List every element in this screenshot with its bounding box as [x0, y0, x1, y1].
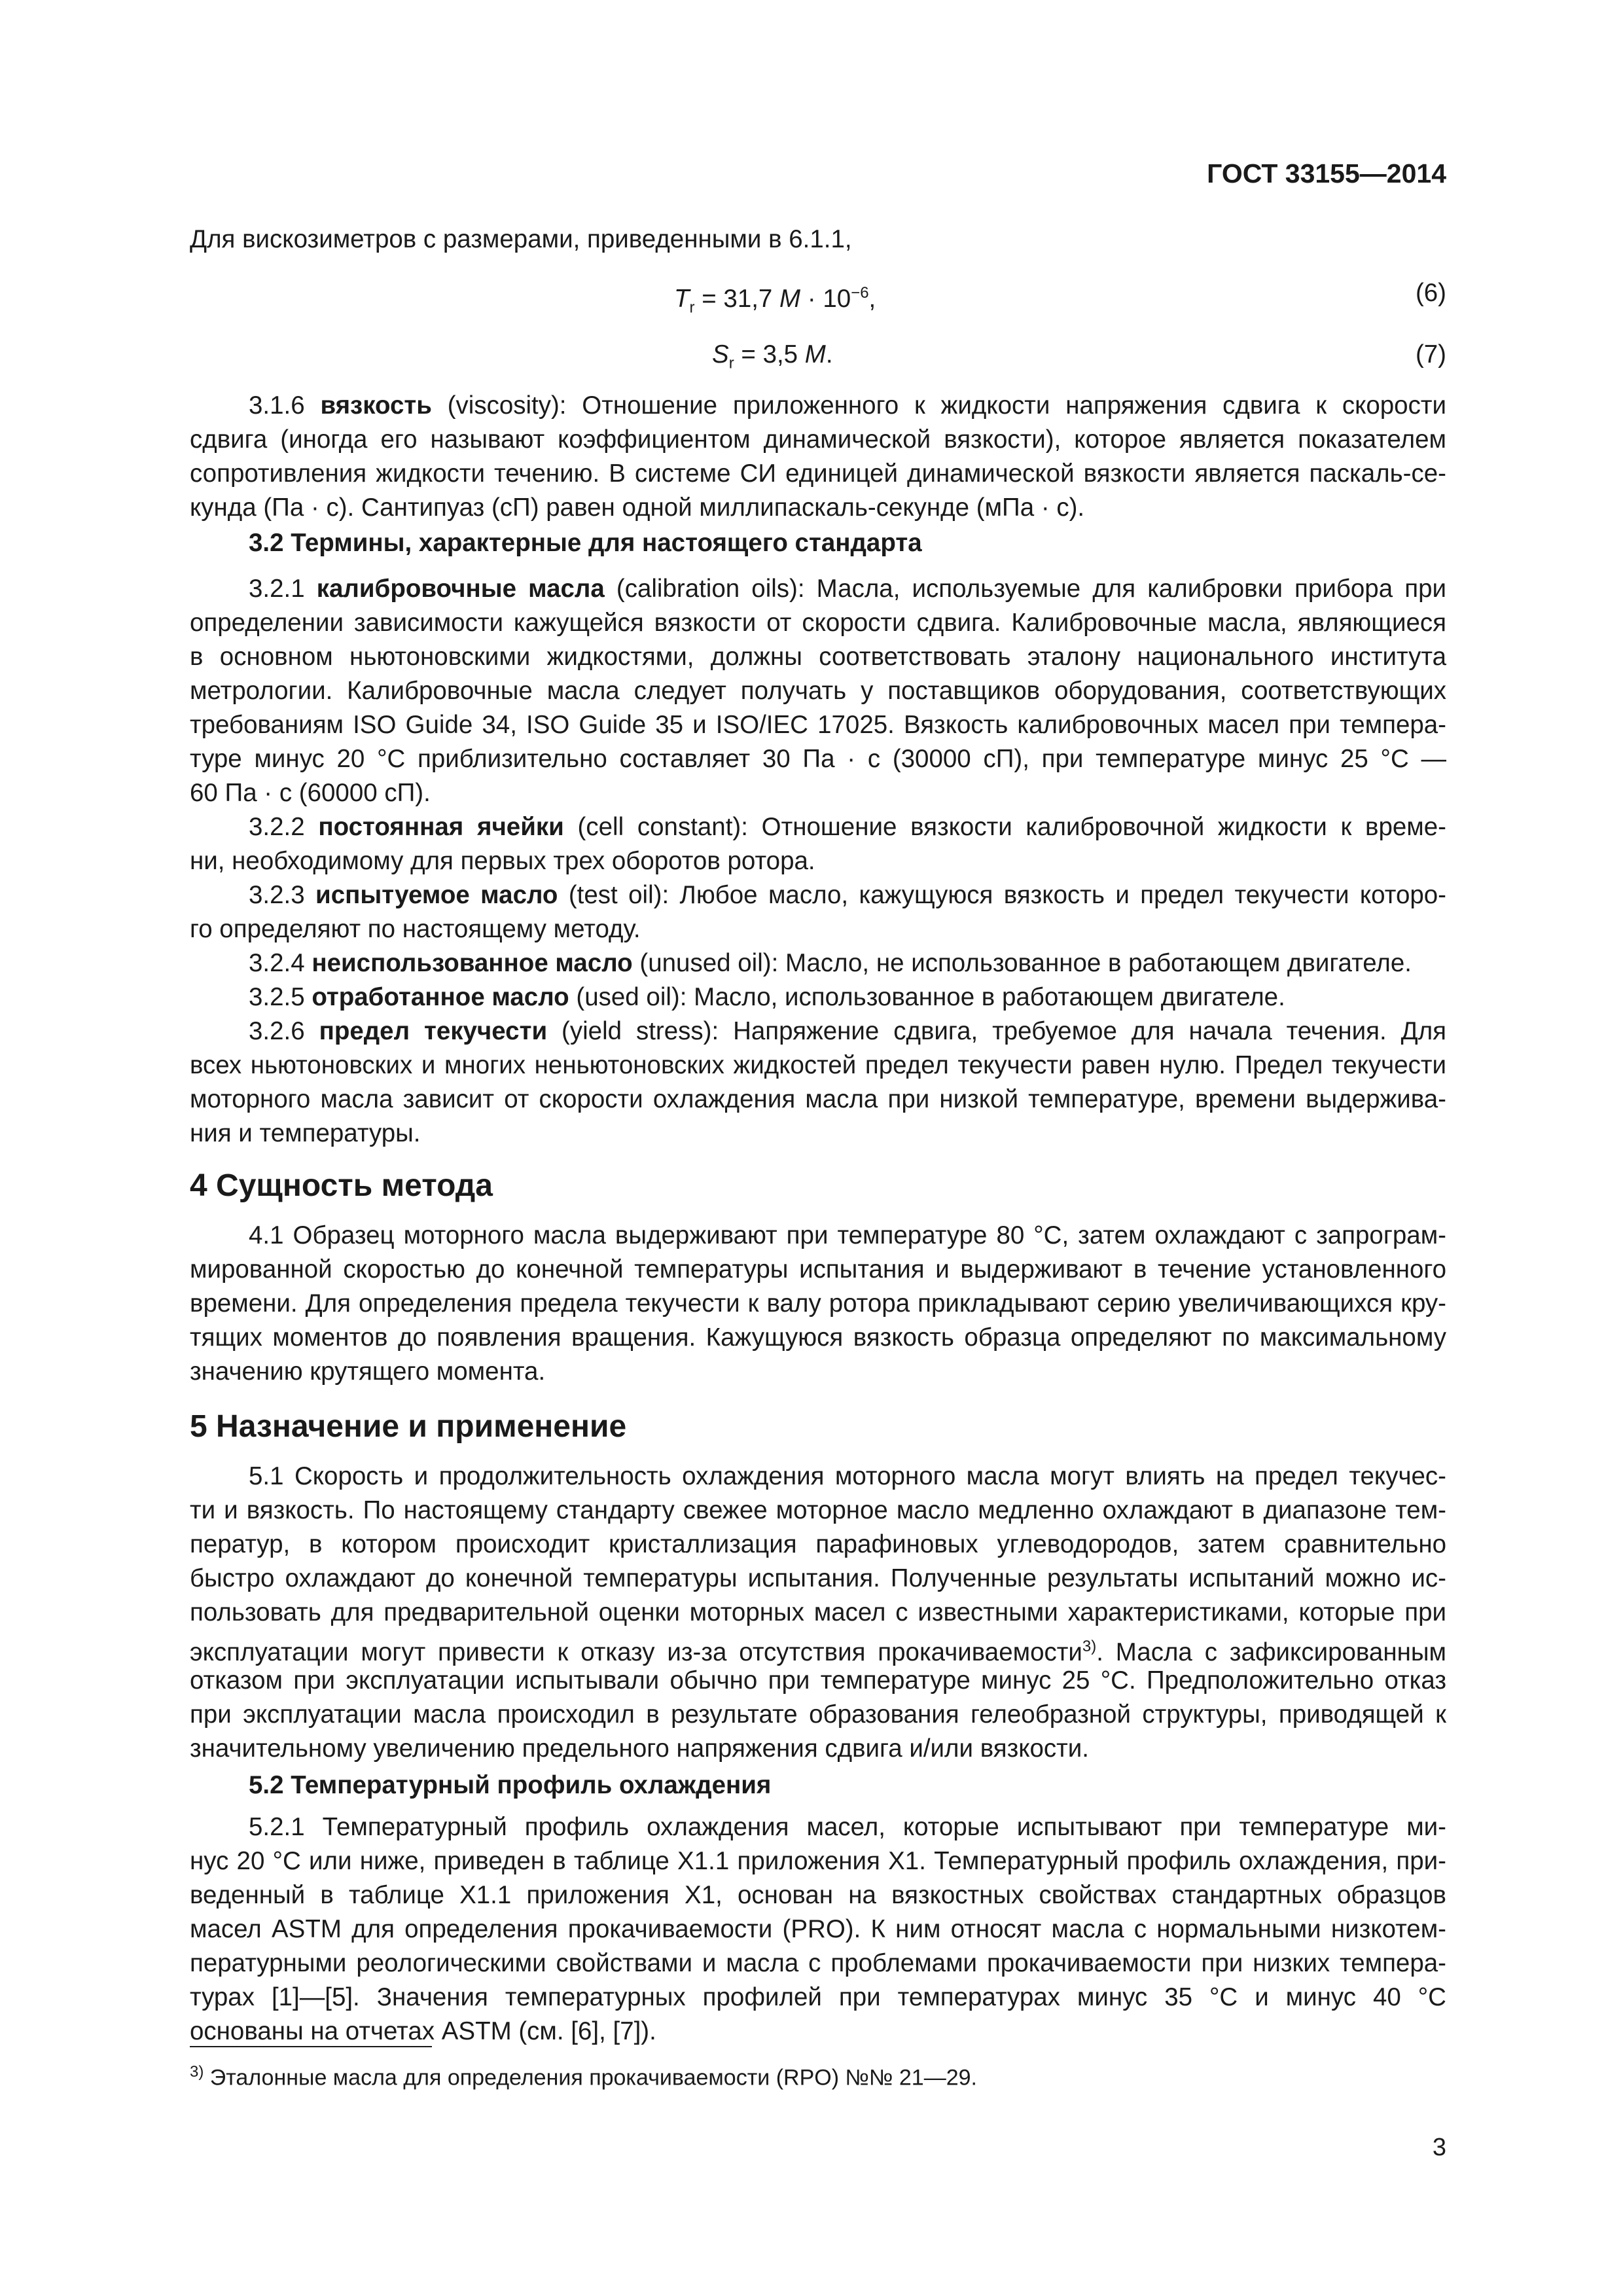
para-3-1-6-line-2: сдвига (иногда его называют коэффициентом динамической вязкости), которое является показателем — [190, 425, 1446, 454]
para-3-2-2-line-1: 3.2.2 постоянная ячейки (cell constant): Отношение вязкости калибровочной жидкости к време- — [249, 813, 1446, 841]
formula-6-var: M — [779, 284, 801, 313]
para-3-2-5: 3.2.5 отработанное масло (used oil): Масло, использованное в работающем двигателе. — [249, 983, 1285, 1011]
para-3-2-6-line-1: 3.2.6 предел текучести (yield stress): Напряжение сдвига, требуемое для начала течения. Для — [249, 1017, 1447, 1045]
formula-7-symbol: S — [712, 340, 729, 368]
formula-6-end: , — [868, 284, 876, 313]
para-3-2-1-line-6: туре минус 20 °С приблизительно составляет 30 Па · с (30000 сП), при температуре минус 25 °С — — [190, 745, 1446, 773]
formula-7-var: M — [804, 340, 826, 368]
formula-6-mult: · 10 — [800, 284, 851, 313]
para-3-1-6-line-3: сопротивления жидкости течению. В системе СИ единицей динамической вязкости является паскаль-се- — [190, 459, 1446, 488]
para-5-1-line-2: ти и вязкость. По настоящему стандарту свежее моторное масло медленно охлаждают в диапазоне тем- — [190, 1496, 1446, 1524]
footnote-3 — [190, 2058, 977, 2092]
para-4-1-line-1: 4.1 Образец моторного масла выдерживают при температуре 80 °С, затем охлаждают с запрограм- — [249, 1221, 1446, 1249]
para-5-1-line-9: значительному увеличению предельного напряжения сдвига и/или вязкости. — [190, 1734, 1090, 1763]
para-3-2-6-line-3: моторного масла зависит от скорости охлаждения масла при низкой температуре, времени выдержива- — [190, 1085, 1446, 1113]
para-4-1-line-4: тящих моментов до появления вращения. Кажущуюся вязкость образца определяют по максимальному — [190, 1323, 1446, 1352]
footnote-separator — [190, 2046, 432, 2047]
para-5-2-1-line-3: веденный в таблице Х1.1 приложения Х1, основан на вязкостных свойствах стандартных образцов — [190, 1881, 1446, 1909]
para-3-1-6-line-4: кунда (Па · с). Сантипуаз (сП) равен одной миллипаскаль-секунде (мПа · с). — [190, 493, 1085, 522]
formula-6-coef: = 31,7 — [694, 284, 780, 313]
para-5-1-line-3: ператур, в котором происходит кристаллизация парафиновых углеводородов, затем сравнительно — [190, 1530, 1446, 1558]
para-4-1-line-5: значению крутящего момента. — [190, 1357, 546, 1386]
footnote-marker: 3) — [190, 2063, 204, 2081]
para-3-2-3-line-1: 3.2.3 испытуемое масло (test oil): Любое масло, кажущуюся вязкость и предел текучести которо- — [249, 881, 1446, 909]
footnote-ref-3[interactable]: 3) — [1082, 1638, 1097, 1655]
para-5-1-line-8: при эксплуатации масла происходил в результате образования гелеобразной структуры, приводящей к — [190, 1700, 1446, 1729]
para-5-1-line-4: быстро охлаждают до конечной температуры испытания. Полученные результаты испытаний можно ис- — [190, 1564, 1446, 1592]
para-5-1-line-7: отказом при эксплуатации испытывали обычно при температуре минус 25 °С. Предположительно отказ — [190, 1666, 1446, 1695]
section-4-heading: 4 Сущность метода — [190, 1168, 493, 1203]
para-5-2-1-line-6: турах [1]—[5]. Значения температурных профилей при температурах минус 35 °С и минус 40 °С — [190, 1983, 1446, 2011]
para-3-2-4: 3.2.4 неиспользованное масло (unused oil): Масло, не использованное в работающем двигателе. — [249, 949, 1412, 977]
para-3-2-1-line-7: 60 Па · с (60000 сП). — [190, 779, 431, 807]
formula-7-end: . — [825, 340, 833, 368]
para-3-2-1-line-4: метрологии. Калибровочные масла следует получать у поставщиков оборудования, соответствующих — [190, 677, 1446, 705]
para-3-2-1-line-5: требованиям ISO Guide 34, ISO Guide 35 и ISO/IEC 17025. Вязкость калибровочных масел при темпера- — [190, 711, 1446, 739]
page-number: 3 — [1432, 2134, 1446, 2161]
subsection-3-2-heading: 3.2 Термины, характерные для настоящего стандарта — [249, 529, 922, 557]
formula-6-number: (6) — [1415, 279, 1446, 307]
para-4-1-line-2: мированной скоростью до конечной температуры испытания и выдерживают в течение установленного — [190, 1255, 1446, 1283]
formula-6 — [674, 278, 876, 323]
intro-line: Для вискозиметров с размерами, приведенными в 6.1.1, — [190, 225, 852, 253]
para-5-1-line-5: пользовать для предварительной оценки моторных масел с известными характеристиками, которые при — [190, 1598, 1446, 1626]
para-5-2-1-line-2: нус 20 °С или ниже, приведен в таблице Х1.1 приложения Х1. Температурный профиль охлаждения, при- — [190, 1847, 1446, 1875]
para-4-1-line-3: времени. Для определения предела текучести к валу ротора прикладывают серию увеличивающихся кру- — [190, 1289, 1446, 1318]
para-5-2-1-line-5: пературными реологическими свойствами и масла с проблемами прокачиваемости при низких темпера- — [190, 1949, 1446, 1977]
formula-7-number: (7) — [1415, 340, 1446, 368]
para-5-2-1-line-4: масел ASTM для определения прокачиваемости (PRO). К ним относят масла с нормальными низкотем- — [190, 1915, 1446, 1943]
formula-7-subscript: r — [728, 354, 734, 372]
formula-6-exponent: −6 — [851, 284, 869, 302]
para-5-2-1-line-1: 5.2.1 Температурный профиль охлаждения масел, которые испытывают при температуре ми- — [249, 1813, 1446, 1841]
para-3-2-6-line-2: всех ньютоновских и многих неньютоновских жидкостей предел текучести равен нулю. Предел текучести — [190, 1051, 1446, 1079]
formula-7 — [712, 339, 833, 379]
para-3-2-3-line-2: го определяют по настоящему методу. — [190, 915, 641, 943]
footnote-text: Эталонные масла для определения прокачиваемости (RPO) №№ 21—29. — [204, 2065, 977, 2090]
para-3-2-1-line-3: в основном ньютоновскими жидкостями, должны соответствовать эталону национального института — [190, 643, 1446, 671]
document-number: ГОСТ 33155—2014 — [1207, 158, 1446, 188]
para-5-1-line-1: 5.1 Скорость и продолжительность охлаждения моторного масла могут влиять на предел текучес- — [249, 1462, 1446, 1490]
para-5-2-1-line-7: основаны на отчетах ASTM (см. [6], [7]). — [190, 2017, 656, 2045]
formula-7-coef: = 3,5 — [734, 340, 805, 368]
para-5-1-line-6: эксплуатации могут привести к отказу из-за отсутствия прокачиваемости$^{3)}$. Масла с зафиксированным — [190, 1638, 1446, 1666]
formula-6-symbol: T — [674, 284, 690, 313]
subsection-5-2-heading: 5.2 Температурный профиль охлаждения — [249, 1771, 772, 1799]
section-5-heading: 5 Назначение и применение — [190, 1409, 627, 1444]
para-3-2-2-line-2: ни, необходимому для первых трех оборотов ротора. — [190, 847, 815, 875]
para-3-2-6-line-4: ния и температуры. — [190, 1119, 421, 1147]
formula-6-subscript: r — [689, 298, 695, 317]
para-3-2-1-line-2: определении зависимости кажущейся вязкости от скорости сдвига. Калибровочные масла, являющиеся — [190, 609, 1446, 637]
para-3-1-6-line-1: 3.1.6 вязкость (viscosity): Отношение приложенного к жидкости напряжения сдвига к скорости — [249, 391, 1446, 420]
para-3-2-1-line-1: 3.2.1 калибровочные масла (calibration oils): Масла, используемые для калибровки прибора при — [249, 575, 1446, 603]
